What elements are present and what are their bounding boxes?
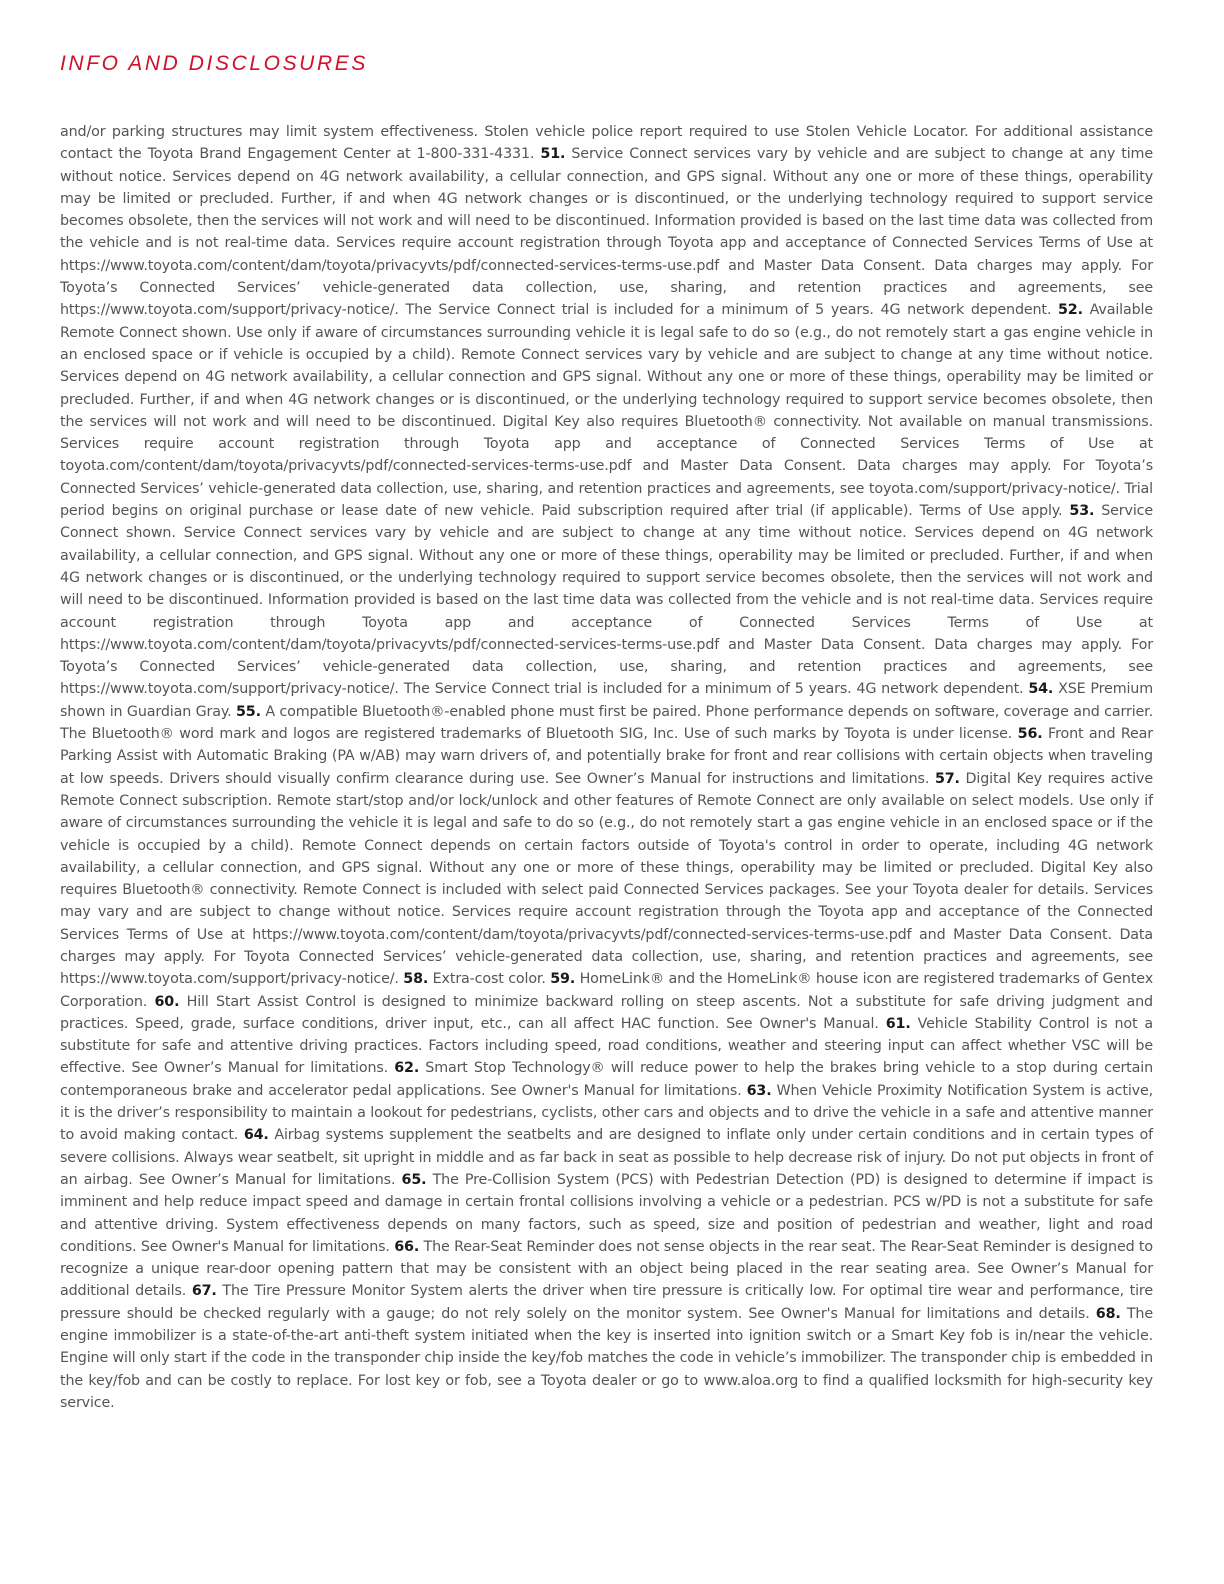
footnote-text: Extra-cost color. — [428, 971, 551, 988]
footnote-number: 55. — [235, 703, 261, 720]
footnote-text: Digital Key requires active Remote Connect subscription. Remote start/stop and/or lock/unlock and other features of Remote Connect are only available on select models. Use only if aware of circumstances surrounding the vehicle it is legal and safe to do so (e.g., do not remotely start a gas engine vehicle in an enclosed space or if the vehicle is occupied by a child). Remote Connect depends on certain factors outside of Toyota's control in order to operate, including 4G network availability, a cellular connection, and GPS signal. Without any one or more of these things, operability may be limited or precluded. Digital Key also requires Bluetooth® connectivity. Remote Connect is included with select paid Connected Services packages. See your Toyota dealer for details. Services may vary and are subject to change without notice. Services require account registration through the Toyota app and acceptance of the Connected Services Terms of Use at https://www.toyota.com/content/dam/toyota/privacyvts/pdf/connected-services-terms-use.pdf and Master Data Consent. Data charges may apply. For Toyota Connected Services’ vehicle-generated data collection, use, sharing, and retention practices and agreements, see https://www.toyota.com/support/privacy-notice/. — [60, 770, 1153, 988]
footnote-number: 56. — [1017, 726, 1043, 743]
footnote-number: 58. — [403, 971, 429, 988]
footnote-number: 63. — [746, 1082, 772, 1099]
footnote-number: 65. — [401, 1171, 427, 1188]
footnote-text: Available Remote Connect shown. Use only if aware of circumstances surrounding vehicle it is legal safe to do so (e.g., do not remotely start a gas engine vehicle in an enclosed space or if vehicle is occupied by a child). Remote Connect services vary by vehicle and are subject to change at any time without notice. Services depend on 4G network availability, a cellular connection and GPS signal. Without any one or more of these things, operability may be limited or precluded. Further, if and when 4G network changes or is discontinued, or the underlying technology required to support service becomes obsolete, then the services will not work and will need to be discontinued. Digital Key also requires Bluetooth® connectivity. Not available on manual transmissions. Services require account registration through Toyota app and acceptance of Connected Services Terms of Use at toyota.com/content/dam/toyota/privacyvts/pdf/connected-services-terms-use.pdf and Master Data Consent. Data charges may apply. For Toyota’s Connected Services’ vehicle-generated data collection, use, sharing, and retention practices and agreements, see toyota.com/support/privacy-notice/. Trial period begins on original purchase or lease date of new vehicle. Paid subscription required after trial (if applicable). Terms of Use apply. — [60, 302, 1153, 520]
footnote-number: 61. — [885, 1015, 911, 1032]
page-title: INFO AND DISCLOSURES — [60, 52, 368, 75]
footnote-text: Airbag systems supplement the seatbelts and are designed to inflate only under certain conditions and in certain types of severe collisions. Always wear seatbelt, sit upright in middle and as far back in seat as possible to help decrease risk of injury. Do not put objects in front of an airbag. See Owner’s Manual for limitations. — [60, 1127, 1154, 1188]
footnote-number: 60. — [154, 993, 180, 1010]
footnote-number: 62. — [394, 1060, 420, 1077]
footnote-text: The Tire Pressure Monitor System alerts the driver when tire pressure is critically low. For optimal tire wear and performance, tire pressure should be checked regularly with a gauge; do not rely solely on the monitor system. See Owner's Manual for limitations and details. — [60, 1283, 1153, 1322]
footnote-text: When Vehicle Proximity Notification System is active, it is the driver’s responsibility to maintain a lookout for pedestrians, cyclists, other cars and objects and to drive the vehicle in a safe and attentive manner to avoid making contact. — [60, 1082, 1153, 1144]
footnote-number: 52. — [1058, 302, 1083, 319]
footnote-text: Service Connect shown. Service Connect services vary by vehicle and are subject to change at any time without notice. Services depend on 4G network availability, a cellular connection, and GPS signal. Without any one or more of these things, operability may be limited or precluded. Further, if and when 4G network changes or is discontinued, or the underlying technology required to support service becomes obsolete, then the services will not work and will need to be discontinued. Information provided is based on the last time data was collected from the vehicle and is not real-time data. Services require account registration through Toyota app and acceptance of Connected Services Terms of Use at https://www.toyota.com/content/dam/toyota/privacyvts/pdf/connected-services-terms-use.pdf and Master Data Consent. Data charges may apply. For Toyota’s Connected Services’ vehicle-generated data collection, use, sharing, and retention practices and agreements, see https://www.toyota.com/support/privacy-notice/. The Service Connect trial is included for a minimum of 5 years. 4G network dependent. — [60, 503, 1154, 698]
footnote-number: 68. — [1095, 1305, 1121, 1322]
footnote-text: The engine immobilizer is a state-of-the-art anti-theft system initiated when the key is inserted into ignition switch or a Smart Key fob is in/near the vehicle. Engine will only start if the code in the transponder chip inside the key/fob matches the code in vehicle’s immobilizer. The transponder chip is embedded in the key/fob and can be costly to replace. For lost key or fob, see a Toyota dealer or go to www.aloa.org to find a qualified locksmith for high-security key service. — [60, 1305, 1153, 1411]
footnote-text: HomeLink® and the HomeLink® house icon are registered trademarks of Gentex Corporation. — [60, 971, 1153, 1010]
footnote-number: 57. — [934, 770, 960, 787]
footnote-number: 67. — [191, 1283, 217, 1300]
footnote-number: 51. — [540, 146, 566, 163]
footnote-text: Front and Rear Parking Assist with Automatic Braking (PA w/AB) may warn drivers of, and potentially brake for front and rear collisions with certain objects when traveling at low speeds. Drivers should visually confirm clearance during use. See Owner’s Manual for instructions and limitations. — [60, 726, 1153, 787]
footnote-text: Smart Stop Technology® will reduce power to help the brakes bring vehicle to a stop during certain contemporaneous brake and accelerator pedal applications. See Owner's Manual for limitations. — [60, 1060, 1153, 1099]
footnote-text: and/or parking structures may limit system effectiveness. Stolen vehicle police report required to use Stolen Vehicle Locator. For additional assistance contact the Toyota Brand Engagement Center at 1-800-331-4331. — [60, 124, 1153, 163]
footnote-text: Hill Start Assist Control is designed to minimize backward rolling on steep ascents. Not a substitute for safe driving judgment and practices. Speed, grade, surface conditions, driver input, etc., can all affect HAC function. See Owner's Manual. — [60, 993, 1153, 1032]
footnote-number: 64. — [243, 1127, 269, 1144]
footnote-text: Service Connect services vary by vehicle and are subject to change at any time without notice. Services depend on 4G network availability, a cellular connection, and GPS signal. Without any one or more of these things, operability may be limited or precluded. Further, if and when 4G network changes or is discontinued, or the underlying technology required to support service becomes obsolete, then the services will not work and will need to be discontinued. Information provided is based on the last time data was collected from the vehicle and is not real-time data. Services require account registration through Toyota app and acceptance of Connected Services Terms of Use at https://www.toyota.com/content/dam/toyota/privacyvts/pdf/connected-services-terms-use.pdf and Master Data Consent. Data charges may apply. For Toyota’s Connected Services’ vehicle-generated data collection, use, sharing, and retention practices and agreements, see https://www.toyota.com/support/privacy-notice/. The Service Connect trial is included for a minimum of 5 years. 4G network dependent. — [60, 146, 1153, 319]
footnote-number: 59. — [550, 971, 576, 988]
disclosure-paragraph — [60, 121, 1153, 1414]
footnote-text: The Pre-Collision System (PCS) with Pedestrian Detection (PD) is designed to determine if impact is imminent and help reduce impact speed and damage in certain frontal collisions involving a vehicle or a pedestrian. PCS w/PD is not a substitute for safe and attentive driving. System effectiveness depends on many factors, such as speed, size and position of pedestrian and weather, light and road conditions. See Owner's Manual for limitations. — [60, 1171, 1153, 1255]
footnote-text: The Rear-Seat Reminder does not sense objects in the rear seat. The Rear-Seat Reminder is designed to recognize a unique rear-door opening pattern that may be consistent with an object being placed in the rear seating area. See Owner’s Manual for additional details. — [60, 1238, 1153, 1300]
footnote-text: Vehicle Stability Control is not a substitute for safe and attentive driving practices. Factors including speed, road conditions, weather and steering input can affect whether VSC will be effective. See Owner’s Manual for limitations. — [60, 1015, 1154, 1077]
footnote-number: 53. — [1069, 503, 1095, 520]
footnote-text: XSE Premium shown in Guardian Gray. — [60, 681, 1153, 720]
footnote-number: 54. — [1028, 681, 1054, 698]
footnote-number: 66. — [394, 1238, 420, 1255]
footnote-text: A compatible Bluetooth®-enabled phone must first be paired. Phone performance depends on software, coverage and carrier. The Bluetooth® word mark and logos are registered trademarks of Bluetooth SIG, Inc. Use of such marks by Toyota is under license. — [60, 703, 1153, 743]
